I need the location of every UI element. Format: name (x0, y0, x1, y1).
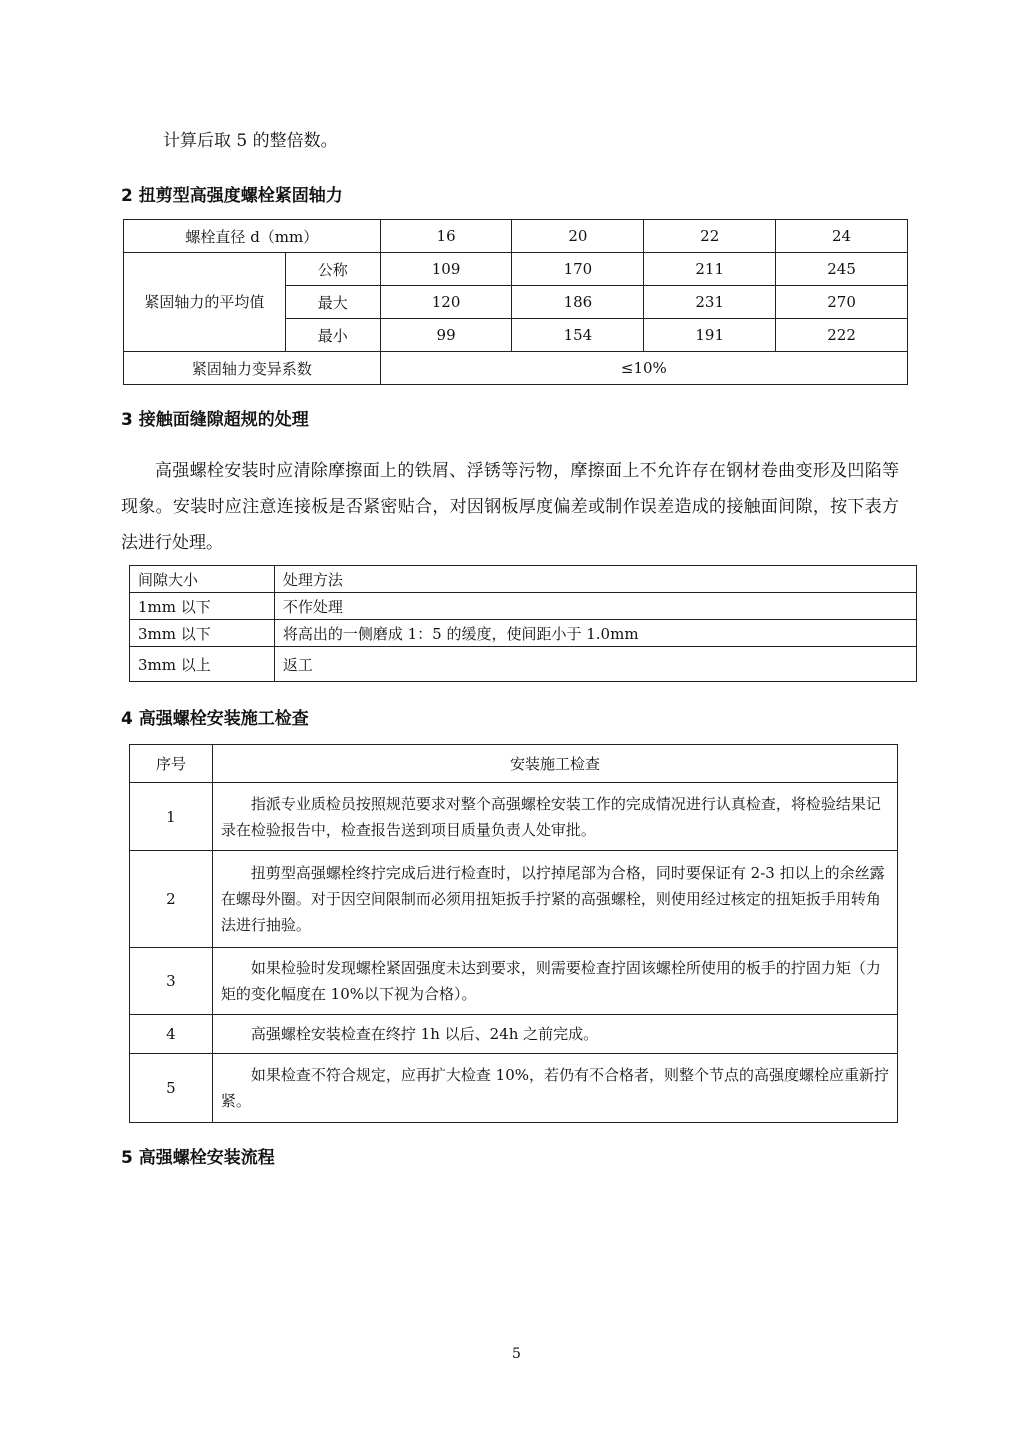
table-cell: 109 (380, 253, 512, 286)
gap-treatment-table (129, 565, 917, 682)
inspection-text: 指派专业质检员按照规范要求对整个高强螺栓安装工作的完成情况进行认真检查，将检验结果记录在检验报告中，检查报告送到项目质量负责人处审批。 (212, 783, 897, 851)
row-number: 2 (130, 851, 213, 948)
inspection-header: 安装施工检查 (212, 745, 897, 783)
table-cell: 186 (512, 286, 644, 319)
row-label-max: 最大 (285, 286, 380, 319)
row-number: 5 (130, 1054, 213, 1123)
inspection-text: 如果检查不符合规定，应再扩大检查 10%，若仍有不合格者，则整个节点的高强度螺栓应重新拧紧。 (212, 1054, 897, 1123)
seq-header: 序号 (130, 745, 213, 783)
axial-force-table (123, 219, 908, 385)
table-cell: 222 (776, 319, 908, 352)
table-cell: 1mm 以下 (130, 593, 275, 620)
table-cell: 3mm 以下 (130, 620, 275, 647)
inspection-text: 如果检验时发现螺栓紧固强度未达到要求，则需要检查拧固该螺栓所使用的板手的拧固力矩（力矩的变化幅度在 10%以下视为合格）。 (212, 948, 897, 1015)
table-cell: 不作处理 (274, 593, 916, 620)
table-cell: 154 (512, 319, 644, 352)
section-4-title: 4 高强螺栓安装施工检查 (121, 709, 309, 729)
gap-size-header: 间隙大小 (130, 566, 275, 593)
inspection-text: 扭剪型高强螺栓终拧完成后进行检查时，以拧掉尾部为合格，同时要保证有 2-3 扣以上的余丝露在螺母外圈。对于因空间限制而必须用扭矩扳手拧紧的高强螺栓，则使用经过核定的扭矩扳手用转角法进行抽验。 (212, 851, 897, 948)
cv-label: 紧固轴力变异系数 (124, 352, 381, 385)
treatment-header: 处理方法 (274, 566, 916, 593)
table-cell: 191 (644, 319, 776, 352)
row-label-nominal: 公称 (285, 253, 380, 286)
section-3-paragraph: 高强螺栓安装时应清除摩擦面上的铁屑、浮锈等污物，摩擦面上不允许存在钢材卷曲变形及凹陷等现象。安装时应注意连接板是否紧密贴合，对因钢板厚度偏差或制作误差造成的接触面间隙，按下表方法进行处理。 (121, 461, 899, 553)
table-cell: 170 (512, 253, 644, 286)
row-number: 1 (130, 783, 213, 851)
diameter-22: 22 (644, 220, 776, 253)
page-number: 5 (512, 1346, 521, 1362)
section-2-title: 2 扭剪型高强度螺栓紧固轴力 (121, 186, 343, 206)
row-number: 4 (130, 1015, 213, 1054)
row-number: 3 (130, 948, 213, 1015)
cv-value: ≤10% (380, 352, 907, 385)
inspection-text: 高强螺栓安装检查在终拧 1h 以后、24h 之前完成。 (212, 1015, 897, 1054)
section-3-title: 3 接触面缝隙超规的处理 (121, 410, 309, 430)
inspection-table (129, 744, 898, 1123)
table-cell: 将高出的一侧磨成 1：5 的缓度，使间距小于 1.0mm (274, 620, 916, 647)
section-5-title: 5 高强螺栓安装流程 (121, 1148, 275, 1168)
table-cell: 返工 (274, 647, 916, 682)
diameter-24: 24 (776, 220, 908, 253)
intro-line: 计算后取 5 的整倍数。 (163, 131, 338, 151)
row-label-min: 最小 (285, 319, 380, 352)
diameter-header: 螺栓直径 d（mm） (124, 220, 381, 253)
table-cell: 211 (644, 253, 776, 286)
table-cell: 231 (644, 286, 776, 319)
group-label: 紧固轴力的平均值 (124, 253, 286, 352)
diameter-20: 20 (512, 220, 644, 253)
diameter-16: 16 (380, 220, 512, 253)
table-cell: 120 (380, 286, 512, 319)
table-cell: 3mm 以上 (130, 647, 275, 682)
table-cell: 99 (380, 319, 512, 352)
table-cell: 270 (776, 286, 908, 319)
table-cell: 245 (776, 253, 908, 286)
